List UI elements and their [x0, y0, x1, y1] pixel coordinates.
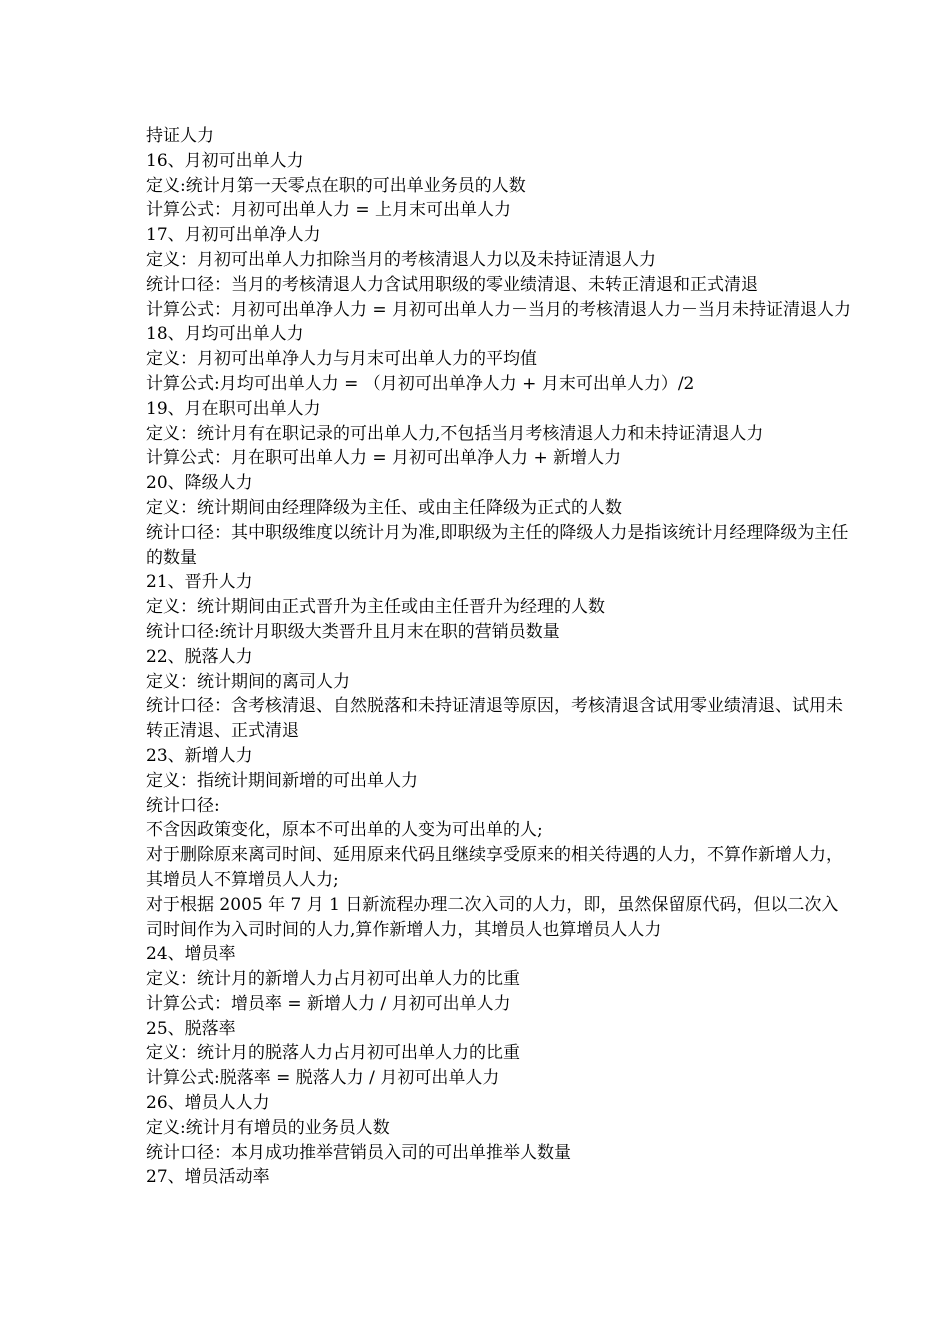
text-line: 定义:统计月第一天零点在职的可出单业务员的人数 [146, 175, 526, 196]
section-heading: 22、脱落人力 [146, 646, 253, 667]
text-line: 计算公式:月均可出单人力 = （月初可出单净人力 + 月末可出单人力）/2 [146, 373, 695, 394]
section-heading: 16、月初可出单人力 [146, 150, 304, 171]
section-heading: 23、新增人力 [146, 745, 253, 766]
text-line: 定义：月初可出单人力扣除当月的考核清退人力以及未持证清退人力 [146, 249, 656, 270]
text-line: 定义：统计期间由正式晋升为主任或由主任晋升为经理的人数 [146, 597, 605, 618]
text-line: 统计口径：含考核清退、自然脱落和未持证清退等原因，考核清退含试用零业绩清退、试用未转正清退、正式清退 [146, 696, 843, 742]
text-line: 统计口径:统计月职级大类晋升且月末在职的营销员数量 [146, 621, 560, 642]
section-heading: 19、月在职可出单人力 [146, 398, 321, 419]
text-line: 定义：指统计期间新增的可出单人力 [146, 770, 418, 791]
text-line: 定义:统计月有增员的业务员人数 [146, 1117, 390, 1138]
text-line: 定义：统计月的新增人力占月初可出单人力的比重 [146, 969, 520, 990]
text-line: 统计口径: [146, 795, 220, 816]
section-heading: 20、降级人力 [146, 473, 253, 494]
section-heading: 17、月初可出单净人力 [146, 225, 321, 246]
text-line: 统计口径：本月成功推举营销员入司的可出单推举人数量 [146, 1142, 571, 1163]
text-line: 对于根据 2005 年 7 月 1 日新流程办理二次入司的人力，即，虽然保留原代码，但以二次入司时间作为入司时间的人力,算作新增人力，其增员人也算增员人人力 [146, 894, 839, 940]
text-line: 持证人力 [146, 126, 214, 146]
text-line: 定义：统计期间由经理降级为主任、或由主任降级为正式的人数 [146, 497, 622, 518]
text-line: 计算公式：增员率 = 新增人力 / 月初可出单人力 [146, 993, 511, 1014]
text-line: 统计口径：当月的考核清退人力含试用职级的零业绩清退、未转正清退和正式清退 [146, 274, 758, 295]
text-line: 定义：月初可出单净人力与月末可出单人力的平均值 [146, 349, 537, 370]
section-heading: 27、增员活动率 [146, 1167, 270, 1188]
document-body [146, 124, 852, 1190]
text-line: 计算公式：月初可出单人力 = 上月末可出单人力 [146, 200, 512, 221]
text-line: 不含因政策变化，原本不可出单的人变为可出单的人; [146, 820, 543, 841]
section-heading: 24、增员率 [146, 944, 236, 965]
section-heading: 26、增员人人力 [146, 1093, 270, 1114]
text-line: 统计口径：其中职级维度以统计月为准,即职级为主任的降级人力是指该统计月经理降级为主任的数量 [146, 522, 849, 568]
text-line: 计算公式：月在职可出单人力 = 月初可出单净人力 + 新增人力 [146, 448, 622, 469]
text-line: 对于删除原来离司时间、延用原来代码且继续享受原来的相关待遇的人力，不算作新增人力，其增员人不算增员人人力; [146, 845, 843, 890]
section-heading: 25、脱落率 [146, 1018, 236, 1039]
text-line: 定义：统计月有在职记录的可出单人力,不包括当月考核清退人力和未持证清退人力 [146, 423, 764, 444]
section-heading: 18、月均可出单人力 [146, 324, 304, 345]
text-line: 定义：统计期间的离司人力 [146, 671, 350, 692]
text-line: 计算公式:脱落率 = 脱落人力 / 月初可出单人力 [146, 1068, 500, 1089]
section-heading: 21、晋升人力 [146, 572, 253, 593]
text-line: 定义：统计月的脱落人力占月初可出单人力的比重 [146, 1043, 520, 1064]
text-line: 计算公式：月初可出单净人力 = 月初可出单人力－当月的考核清退人力－当月未持证清退人力 [146, 299, 852, 320]
